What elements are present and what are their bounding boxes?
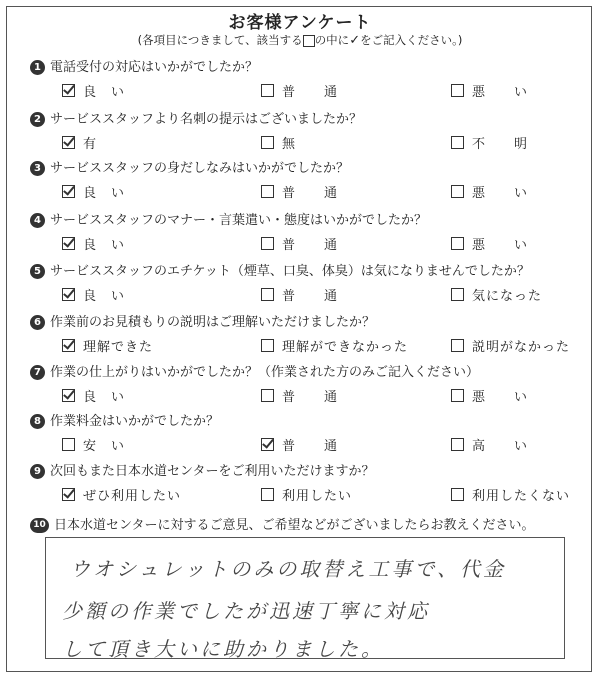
answer-option[interactable]	[261, 485, 352, 504]
answer-option-label: 良 い	[83, 289, 126, 304]
checkbox[interactable]	[451, 389, 464, 402]
checkbox[interactable]	[451, 438, 464, 451]
answer-option[interactable]	[451, 81, 528, 100]
checkbox[interactable]	[451, 237, 464, 250]
question-9	[30, 460, 374, 479]
checkbox[interactable]	[451, 288, 464, 301]
checked-checkbox[interactable]	[261, 438, 274, 451]
checked-checkbox[interactable]	[62, 339, 75, 352]
checkbox[interactable]	[451, 84, 464, 97]
answer-option[interactable]	[62, 336, 153, 355]
instructions-text-before: (各項目につきまして、該当する	[137, 33, 303, 47]
answer-option-label: 利用したい	[282, 489, 353, 504]
checked-checkbox[interactable]	[62, 237, 75, 250]
answer-option-label: 利用したくない	[472, 489, 571, 504]
answer-option[interactable]	[451, 336, 570, 355]
checkbox[interactable]	[261, 288, 274, 301]
answer-option-label: 有	[83, 137, 98, 152]
checkbox-example-icon	[303, 35, 315, 47]
question-5	[30, 260, 530, 279]
answer-option-label: 理解できた	[83, 340, 154, 355]
answer-option-label: 普 通	[282, 85, 339, 100]
checkmark-example-icon: ✓	[349, 33, 361, 48]
answer-option[interactable]	[261, 386, 338, 405]
answer-option[interactable]	[451, 182, 528, 201]
answer-option[interactable]	[62, 485, 181, 504]
checked-checkbox[interactable]	[62, 389, 75, 402]
instructions-text-middle: の中に	[314, 33, 350, 47]
question-number-badge: 4	[30, 213, 45, 228]
checkbox[interactable]	[261, 136, 274, 149]
question-6	[30, 311, 375, 330]
answer-option[interactable]	[261, 285, 338, 304]
answer-option[interactable]	[62, 285, 125, 304]
checked-checkbox[interactable]	[62, 136, 75, 149]
answer-option[interactable]	[451, 386, 528, 405]
answer-option[interactable]	[451, 435, 528, 454]
question-1	[30, 56, 258, 75]
question-3	[30, 157, 349, 176]
answer-option[interactable]	[261, 182, 338, 201]
question-number-badge: 3	[30, 161, 45, 176]
comment-question-text: 日本水道センターに対するご意見、ご希望などがございましたらお教えください。	[54, 518, 535, 533]
answer-option[interactable]	[62, 81, 125, 100]
question-text: サービススタッフより名刺の提示はございましたか？	[50, 112, 363, 127]
question-number-badge: 10	[30, 518, 49, 533]
answer-option[interactable]	[261, 133, 296, 152]
question-number-badge: 2	[30, 112, 45, 127]
answer-option-label: 普 通	[282, 238, 339, 253]
answer-option-label: 無	[282, 137, 297, 152]
answer-option-label: 説明がなかった	[472, 340, 571, 355]
answer-option[interactable]	[62, 386, 125, 405]
question-text: 作業前のお見積もりの説明はご理解いただけましたか？	[50, 315, 376, 330]
answer-option[interactable]	[261, 435, 338, 454]
answer-option-label: 悪 い	[472, 186, 529, 201]
question-number-badge: 7	[30, 365, 45, 380]
answer-option-label: 普 通	[282, 439, 339, 454]
checkbox[interactable]	[451, 339, 464, 352]
handwritten-line-1: ウオシュレットのみの取替え工事で、代金	[70, 557, 506, 581]
question-text: サービススタッフのエチケット（煙草、口臭、体臭）は気になりませんでしたか？	[50, 264, 530, 279]
question-4	[30, 209, 427, 228]
answer-option-label: 気になった	[472, 289, 543, 304]
checked-checkbox[interactable]	[62, 288, 75, 301]
question-number-badge: 5	[30, 264, 45, 279]
question-number-badge: 8	[30, 414, 45, 429]
question-2	[30, 108, 362, 127]
answer-option[interactable]	[62, 182, 125, 201]
question-text: 電話受付の対応はいかがでしたか？	[50, 60, 259, 75]
answer-option-label: 良 い	[83, 390, 126, 405]
checkbox[interactable]	[62, 438, 75, 451]
question-7	[30, 361, 479, 380]
handwritten-line-3: して頂き大いに助かりました。	[62, 637, 384, 661]
answer-option-label: 悪 い	[472, 238, 529, 253]
answer-option[interactable]	[451, 485, 570, 504]
answer-option[interactable]	[451, 234, 528, 253]
checkbox[interactable]	[261, 339, 274, 352]
checkbox[interactable]	[261, 185, 274, 198]
question-text: 作業料金はいかがでしたか？	[50, 414, 220, 429]
answer-option-label: 良 い	[83, 85, 126, 100]
checkbox[interactable]	[261, 84, 274, 97]
answer-option[interactable]	[261, 234, 338, 253]
question-number-badge: 1	[30, 60, 45, 75]
question-text: サービススタッフのマナー・言葉遣い・態度はいかがでしたか？	[50, 213, 428, 228]
checked-checkbox[interactable]	[62, 185, 75, 198]
answer-option-label: 悪 い	[472, 85, 529, 100]
answer-option[interactable]	[261, 336, 408, 355]
checkbox[interactable]	[451, 185, 464, 198]
answer-option-label: 良 い	[83, 186, 126, 201]
checkbox[interactable]	[261, 389, 274, 402]
answer-option-label: 安 い	[83, 439, 126, 454]
answer-option[interactable]	[62, 133, 97, 152]
answer-option-label: 普 通	[282, 289, 339, 304]
comment-question	[30, 514, 534, 533]
answer-option-label: 普 通	[282, 186, 339, 201]
form-title: お客様アンケート	[228, 13, 372, 33]
question-number-badge: 9	[30, 464, 45, 479]
handwritten-line-2: 少額の作業でしたが迅速丁寧に対応	[62, 599, 430, 623]
instructions-text-after: をご記入ください。)	[360, 33, 463, 47]
answer-option[interactable]	[261, 81, 338, 100]
checked-checkbox[interactable]	[62, 84, 75, 97]
checkbox[interactable]	[261, 237, 274, 250]
checkbox[interactable]	[261, 488, 274, 501]
answer-option-label: ぜひ利用したい	[83, 489, 182, 504]
question-text: 次回もまた日本水道センターをご利用いただけますか？	[50, 464, 375, 479]
question-8	[30, 410, 219, 429]
question-text: 作業の仕上がりはいかがでしたか？（作業された方のみご記入ください）	[50, 365, 480, 380]
checkbox[interactable]	[451, 488, 464, 501]
answer-option-label: 良 い	[83, 238, 126, 253]
checkbox[interactable]	[451, 136, 464, 149]
answer-option-label: 悪 い	[472, 390, 529, 405]
answer-option[interactable]	[62, 234, 125, 253]
checked-checkbox[interactable]	[62, 488, 75, 501]
answer-option-label: 普 通	[282, 390, 339, 405]
answer-option-label: 理解ができなかった	[282, 340, 409, 355]
answer-option[interactable]	[62, 435, 125, 454]
answer-option[interactable]	[451, 285, 542, 304]
question-text: サービススタッフの身だしなみはいかがでしたか？	[50, 161, 350, 176]
question-number-badge: 6	[30, 315, 45, 330]
answer-option-label: 高 い	[472, 439, 529, 454]
form-instructions	[0, 32, 600, 48]
answer-option[interactable]	[451, 133, 528, 152]
answer-option-label: 不 明	[472, 137, 529, 152]
